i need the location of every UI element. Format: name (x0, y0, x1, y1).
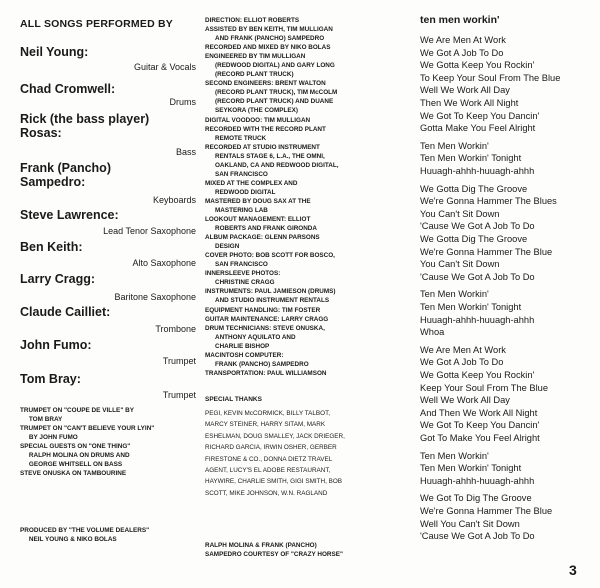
lyric-line: Well You Can't Sit Down (420, 518, 520, 529)
credit-line: GUITAR MAINTENANCE: LARRY CRAGG (205, 315, 329, 323)
lyric-line: Gotta Make You Feel Alright (420, 123, 536, 134)
credit-line: RENTALS STAGE 6, L.A., THE OMNI, (215, 152, 325, 160)
credit-line: SAN FRANCISCO (215, 261, 268, 269)
credit-line: CHARLIE BISHOP (215, 342, 270, 350)
produced-by: PRODUCED BY "THE VOLUME DEALERS" NEIL YOUNG & NIKO BOLAS (20, 527, 150, 543)
credit-line: CHRISTINE CRAGG (215, 279, 275, 287)
credit-line: MASTERED BY DOUG SAX AT THE (205, 197, 311, 205)
credit-line: DIGITAL VOODOO: TIM MULLIGAN (205, 116, 311, 124)
lyric-line: 'Cause We Got A Job To Do (420, 271, 535, 282)
credit-line: SEYKORA (THE COMPLEX) (215, 107, 298, 115)
credit-line: AND STUDIO INSTRUMENT RENTALS (215, 297, 330, 305)
credit-line: AND FRANK (PANCHO) SAMPEDRO (215, 35, 325, 43)
member-name: Steve Lawrence: (20, 208, 119, 222)
credit-line: RECORDED AT STUDIO INSTRUMENT (205, 143, 320, 151)
credit-line: DRUM TECHNICIANS: STEVE ONUSKA, (205, 324, 325, 332)
credit-line: (RECORD PLANT TRUCK) (215, 71, 294, 79)
credit-line: ENGINEERED BY TIM MULLIGAN (205, 53, 306, 61)
lyric-line: We Gotta Keep You Rockin' (420, 60, 535, 71)
credit-line: RECORDED AND MIXED BY NIKO BOLAS (205, 44, 331, 52)
member-role: Bass (175, 147, 196, 157)
credit-line: (REDWOOD DIGITAL) AND GARY LONG (215, 62, 335, 70)
member-name: Claude Cailliet: (20, 305, 111, 319)
member-name: Frank (Pancho) Sampedro: (20, 161, 111, 189)
credit-line: EQUIPMENT HANDLING: TIM FOSTER (205, 306, 321, 314)
special-thanks-line: MARCY STEINER, HARRY SITAM, MARK (205, 421, 326, 429)
special-thanks-header: SPECIAL THANKS (205, 396, 262, 403)
credit-line: ANTHONY AQUILATO AND (215, 333, 296, 341)
credit-line: TRANSPORTATION: PAUL WILLIAMSON (205, 369, 327, 377)
lyric-line: We Gotta Dig The Groove (420, 183, 528, 194)
lyric-line: Ten Men Workin' Tonight (420, 463, 522, 474)
credit-line: INNERSLEEVE PHOTOS: (205, 270, 281, 278)
credit-line: OAKLAND, CA AND REDWOOD DIGITAL, (215, 161, 339, 169)
member-name: John Fumo: (20, 338, 92, 352)
member-name: Rick (the bass player) Rosas: (20, 112, 150, 140)
lyric-line: We Gotta Dig The Groove (420, 234, 528, 244)
member-name: Neil Young: (20, 45, 89, 59)
credit-line: FRANK (PANCHO) SAMPEDRO (215, 360, 309, 368)
lyric-line: We Got To Dig The Groove (420, 493, 532, 504)
lyric-line: Ten Men Workin' Tonight (420, 302, 522, 312)
lyric-line: Whoa (420, 327, 445, 338)
credit-line: DIRECTION: ELLIOT ROBERTS (205, 17, 300, 24)
lyric-line: We Got A Job To Do (420, 357, 504, 368)
lyric-line: 'Cause We Got A Job To Do (420, 221, 535, 232)
special-thanks-line: RICHARD GARCIA, IRWIN OSHER, GERBER (205, 444, 337, 452)
credit-line: RECORDED WITH THE RECORD PLANT (205, 125, 326, 133)
lyric-line: Well We Work All Day (420, 395, 510, 406)
member-role: Drums (169, 97, 196, 107)
lyric-line: We Are Men At Work (420, 344, 506, 355)
lyric-line: Well We Work All Day (420, 85, 510, 96)
lyric-line: You Can't Sit Down (420, 259, 500, 270)
member-role: Trombone (155, 324, 196, 334)
member-name: Larry Cragg: (20, 272, 96, 286)
lyric-line: We're Gonna Hammer The Blue (420, 506, 553, 516)
special-thanks-line: AGENT, LUCY'S EL ADOBE RESTAURANT, (205, 467, 331, 474)
special-thanks-line: PEGI, KEVIN McCORMICK, BILLY TALBOT, (205, 410, 331, 417)
credit-line: (RECORD PLANT TRUCK) AND DUANE (215, 98, 334, 106)
member-name: Tom Bray: (20, 372, 81, 386)
credit-line: MACINTOSH COMPUTER: (205, 351, 284, 359)
credit-line: (RECORD PLANT TRUCK), TIM McCOLM (215, 89, 338, 97)
credit-line: MASTERING LAB (215, 206, 268, 214)
lyric-line: Ten Men Workin' (420, 140, 489, 151)
credits-list (205, 16, 338, 378)
member-role: Baritone Saxophone (114, 292, 196, 302)
song-title: ten men workin' (420, 14, 500, 26)
special-thanks-line: ESHELMAN, DOUG SMALLEY, JACK DRIEGER, (205, 432, 345, 440)
lyric-line: Ten Men Workin' (420, 289, 489, 300)
member-role: Lead Tenor Saxophone (103, 226, 196, 236)
lyric-line: Keep Your Soul From The Blue (420, 382, 548, 393)
credit-line: COVER PHOTO: BOB SCOTT FOR BOSCO, (205, 252, 335, 260)
credit-line: REMOTE TRUCK (215, 134, 267, 142)
lyric-line: Huuagh-ahhh-huuagh-ahhh (420, 475, 535, 486)
lyric-line: We're Gonna Hammer The Blue (420, 246, 553, 257)
special-thanks-line: HAYWIRE, CHARLIE SMITH, GIGI SMITH, BOB (205, 478, 342, 486)
credit-line: LOOKOUT MANAGEMENT: ELLIOT (205, 216, 311, 224)
member-role: Keyboards (152, 195, 196, 205)
lyric-line: Huuagh-ahhh-huuagh-ahhh (420, 166, 535, 176)
member-role: Trumpet (162, 390, 196, 400)
member-role: Trumpet (162, 356, 196, 366)
lyric-line: We Got To Keep You Dancin' (420, 110, 540, 121)
member-role: Alto Saxophone (132, 258, 196, 268)
credit-line: SECOND ENGINEERS: BRENT WALTON (205, 80, 326, 88)
member-name: Ben Keith: (20, 240, 83, 254)
credit-line: ROBERTS AND FRANK GIRONDA (215, 225, 317, 233)
lyric-line: We Gotta Keep You Rockin' (420, 370, 535, 380)
member-name: Chad Cromwell: (20, 82, 116, 96)
credit-line: MIXED AT THE COMPLEX AND (205, 179, 298, 187)
courtesy-note: RALPH MOLINA & FRANK (PANCHO) SAMPEDRO COURTESY OF "CRAZY HORSE" (205, 542, 343, 558)
credit-line: INSTRUMENTS: PAUL JAMIESON (DRUMS) (205, 288, 336, 296)
lyric-line: To Keep Your Soul From The Blue (420, 72, 561, 83)
lyric-line: 'Cause We Got A Job To Do (420, 531, 535, 542)
lyric-line: Ten Men Workin' Tonight (420, 153, 522, 164)
lyric-line: We're Gonna Hammer The Blues (420, 196, 557, 207)
guest-notes: TRUMPET ON "COUPE DE VILLE" BY TOM BRAY TRUMPET ON "CAN'T BELIEVE YOUR LYIN" BY JOHN FUMO SPECIAL GUESTS ON "ONE THING" RALPH MOLINA ON DRUMS AND GEORGE WHITSELL ON BASS STEVE ONUSKA ON TAMBOURINE (20, 407, 155, 477)
lyric-line: Then We Work All Night (420, 98, 519, 108)
page-number: 3 (569, 562, 577, 578)
credit-line: DESIGN (215, 243, 240, 251)
lyric-line: Ten Men Workin' (420, 450, 489, 461)
credit-line: ALBUM PACKAGE: GLENN PARSONS (205, 234, 320, 242)
performers-header: ALL SONGS PERFORMED BY (20, 18, 173, 30)
special-thanks-line: FIRESTONE & CO., DONNA DIETZ TRAVEL (205, 455, 333, 463)
member-role: Guitar & Vocals (133, 62, 196, 72)
lyric-line: Huuagh-ahhh-huuagh-ahhh (420, 314, 535, 325)
credit-line: ASSISTED BY BEN KEITH, TIM MULLIGAN (205, 26, 333, 34)
lyric-line: And Then We Work All Night (420, 407, 538, 418)
lyric-line: We Got A Job To Do (420, 47, 504, 58)
credit-line: SAN FRANCISCO (215, 170, 268, 178)
lyric-line: Got To Make You Feel Alright (420, 433, 540, 443)
credit-line: REDWOOD DIGITAL (215, 188, 276, 196)
lyric-line: We Are Men At Work (420, 35, 506, 45)
lyric-line: You Can't Sit Down (420, 208, 500, 219)
lyric-line: We Got To Keep You Dancin' (420, 420, 540, 431)
special-thanks-line: SCOTT, MIKE JOHNSON, W.N. RAGLAND (205, 489, 328, 497)
